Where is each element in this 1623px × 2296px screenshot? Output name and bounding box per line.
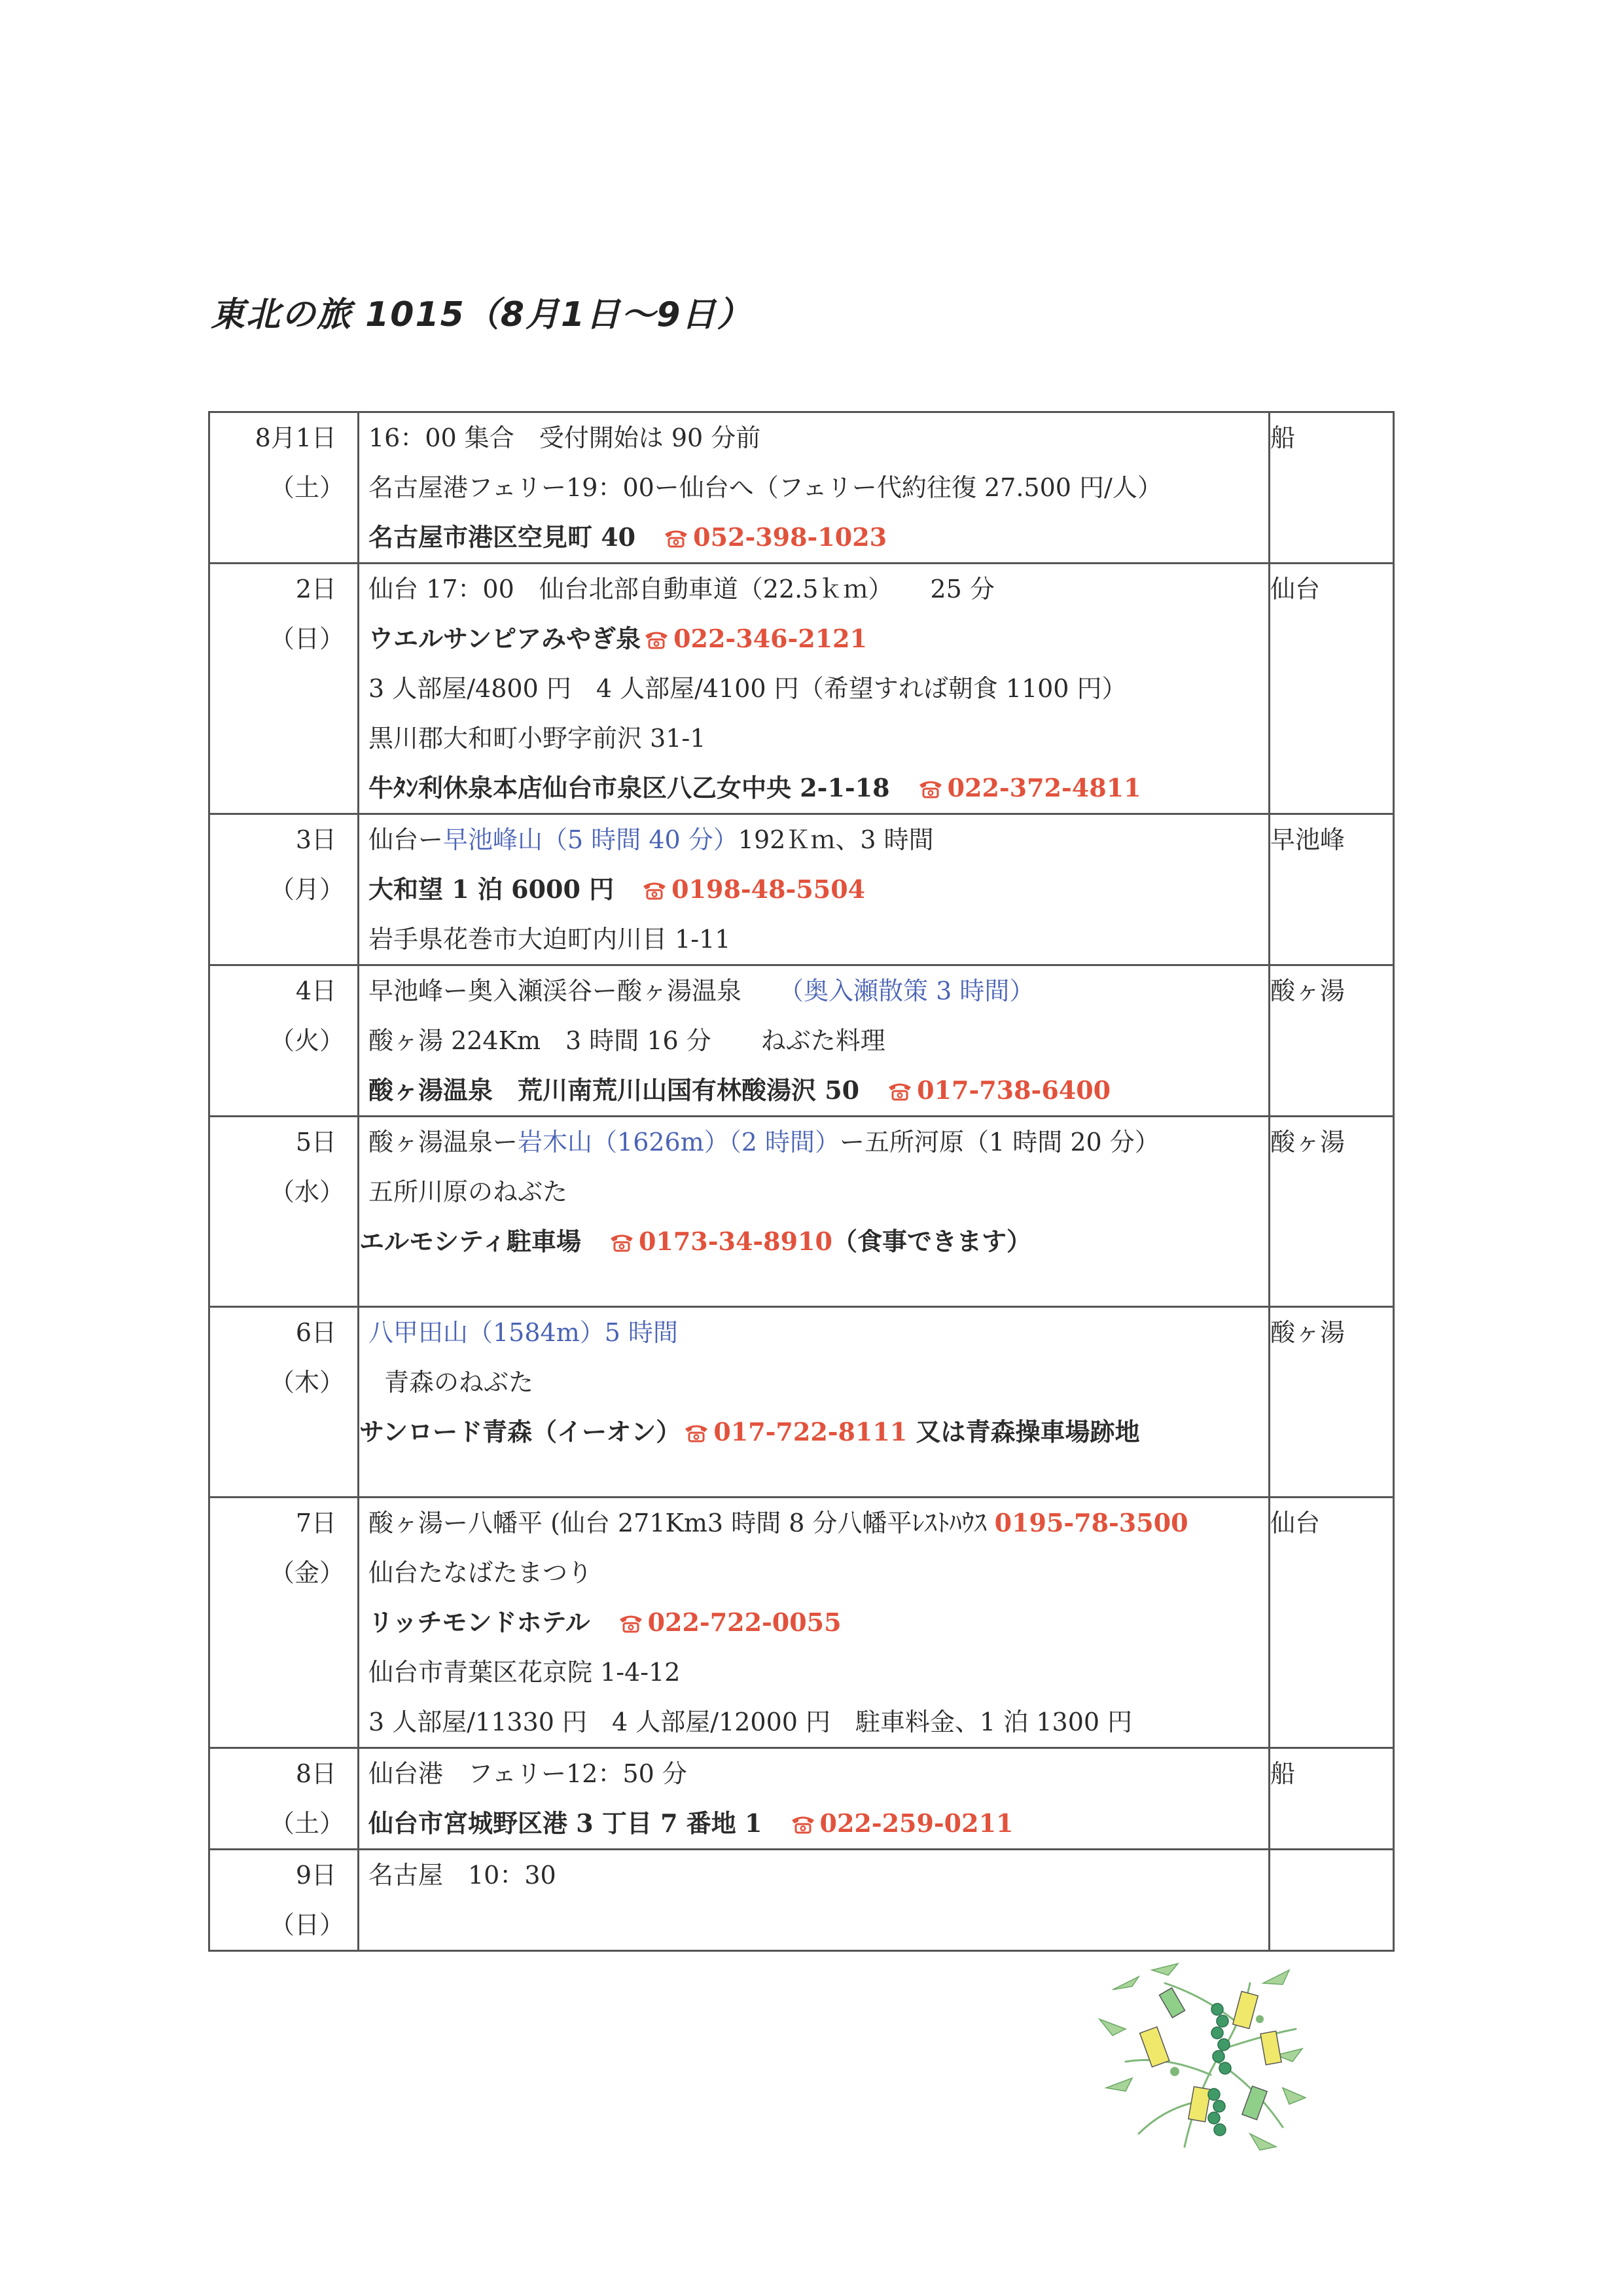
plan-line: 3 人部屋/4800 円 4 人部屋/4100 円（希望すれば朝食 1100 円） <box>368 674 1127 703</box>
address: 酸ヶ湯温泉 荒川南荒川山国有林酸湯沢 50 <box>368 1075 860 1105</box>
plan-line <box>359 815 1268 865</box>
address: 仙台市宮城野区港 3 丁目 7 番地 1 <box>368 1808 762 1838</box>
plan-line <box>359 1217 1268 1266</box>
plan-line <box>359 1066 1268 1115</box>
table-row <box>209 814 1394 965</box>
day-weekday: （日） <box>269 1910 344 1939</box>
lodging-cell: 仙台 <box>1270 564 1394 814</box>
lodging-cell: 酸ヶ湯 <box>1270 965 1394 1117</box>
highlight-text: 早池峰山（5 時間 40 分） <box>443 825 738 854</box>
day-weekday: （土） <box>269 473 344 502</box>
telephone-icon <box>918 779 944 798</box>
plan-line: 青森のねぶた <box>384 1368 534 1397</box>
plan-line <box>359 865 1268 914</box>
plan-line: 五所川原のねぶた <box>368 1177 568 1206</box>
plan-line: 仙台港 フェリー12：50 分 <box>368 1759 687 1788</box>
telephone-icon <box>790 1814 816 1834</box>
day-date: 5日 <box>295 1128 336 1157</box>
table-row <box>209 1498 1394 1748</box>
plan-line: 岩手県花巻市大迫町内川目 1-11 <box>368 925 731 954</box>
plan-line <box>359 614 1268 664</box>
address: 名古屋市港区空見町 40 <box>368 522 636 552</box>
date-cell <box>209 412 359 564</box>
hotel-name: 大和望 1 泊 6000 円 <box>368 874 615 904</box>
telephone-icon <box>643 630 669 649</box>
tanabata-bamboo-illustration <box>1086 1957 1309 2153</box>
telephone-icon <box>641 880 668 900</box>
plan-cell <box>359 1117 1270 1307</box>
plan-line: 3 人部屋/11330 円 4 人部屋/12000 円 駐車料金、1 泊 1300 円 <box>368 1708 1133 1736</box>
plan-line: 八甲田山（1584m）5 時間 <box>368 1318 678 1347</box>
date-cell <box>209 814 359 965</box>
day-weekday: （月） <box>269 875 344 904</box>
phone-number: 017-738-6400 <box>917 1075 1111 1105</box>
lodging-cell: 酸ヶ湯 <box>1270 1117 1394 1307</box>
date-cell <box>209 1498 359 1748</box>
lodging-cell: 仙台 <box>1270 1498 1394 1748</box>
day-date: 9日 <box>295 1861 336 1890</box>
date-cell <box>209 564 359 814</box>
table-row <box>209 1850 1394 1951</box>
day-weekday: （火） <box>269 1026 344 1055</box>
table-row <box>209 1748 1394 1850</box>
day-weekday: （土） <box>269 1809 344 1838</box>
phone-number: 022-259-0211 <box>819 1808 1014 1838</box>
day-weekday: （金） <box>269 1558 344 1587</box>
phone-number: 052-398-1023 <box>693 522 887 552</box>
plan-line <box>359 1598 1268 1647</box>
phone-number: 017-722-8111 <box>713 1417 908 1446</box>
date-cell <box>209 1748 359 1850</box>
note: （食事できます） <box>832 1227 1031 1256</box>
telephone-icon <box>887 1081 913 1101</box>
plan-line <box>359 966 1268 1016</box>
lodging-cell: 早池峰 <box>1270 814 1394 965</box>
phone-number: 0198-48-5504 <box>671 874 866 904</box>
day-date: 2日 <box>295 575 336 603</box>
restaurant: 牛ﾀﾝ利休泉本店仙台市泉区八乙女中央 2-1-18 <box>368 773 890 802</box>
plan-line: 名古屋港フェリー19：00ー仙台へ（フェリー代約往復 27.500 円/人） <box>368 473 1162 502</box>
route-text: 仙台ー <box>368 825 444 854</box>
day-date: 4日 <box>295 977 336 1005</box>
date-cell <box>209 965 359 1117</box>
route-text: 192Ｋｍ、3 時間 <box>738 825 934 854</box>
phone-number: 022-346-2121 <box>673 624 868 653</box>
hotel-name: ウエルサンピアみやぎ泉 <box>368 624 641 653</box>
plan-line: 仙台市青葉区花京院 1-4-12 <box>368 1658 681 1687</box>
day-weekday: （水） <box>269 1177 344 1206</box>
plan-line <box>359 1498 1268 1548</box>
lodging-cell <box>1270 1850 1394 1951</box>
hotel-name: リッチモンドホテル <box>368 1607 590 1637</box>
plan-line: 仙台たなばたまつり <box>368 1558 593 1587</box>
plan-cell <box>359 965 1270 1117</box>
plan-cell <box>359 412 1270 564</box>
plan-cell <box>359 564 1270 814</box>
phone-number: 022-722-0055 <box>647 1607 842 1637</box>
parking: サンロード青森（イーオン） <box>359 1417 681 1446</box>
telephone-icon <box>663 528 689 548</box>
table-row <box>209 412 1394 564</box>
phone-number: 022-372-4811 <box>947 773 1141 802</box>
table-row <box>209 564 1394 814</box>
plan-cell <box>359 1498 1270 1748</box>
lodging-cell: 船 <box>1270 1748 1394 1850</box>
plan-line: 黒川郡大和町小野字前沢 31-1 <box>368 724 706 753</box>
route-text: 酸ヶ湯ー八幡平 (仙台 271Km3 時間 8 分八幡平ﾚｽﾄﾊｳｽ <box>368 1509 987 1537</box>
plan-cell <box>359 814 1270 965</box>
plan-cell <box>359 1307 1270 1498</box>
day-date: 3日 <box>295 825 336 854</box>
telephone-icon <box>618 1613 644 1633</box>
day-date: 8月1日 <box>255 423 336 452</box>
route-text: ー五所河原（1 時間 20 分） <box>840 1128 1160 1157</box>
parking: エルモシティ駐車場 <box>359 1227 581 1256</box>
lodging-cell: 酸ヶ湯 <box>1270 1307 1394 1498</box>
day-weekday: （木） <box>269 1368 344 1397</box>
plan-line <box>359 1117 1268 1167</box>
plan-cell <box>359 1748 1270 1850</box>
date-cell <box>209 1850 359 1951</box>
day-weekday: （日） <box>269 624 344 653</box>
day-date: 8日 <box>295 1759 336 1788</box>
table-row <box>209 965 1394 1117</box>
day-date: 6日 <box>295 1318 336 1347</box>
date-cell <box>209 1307 359 1498</box>
highlight-text: （奥入瀬散策 3 時間） <box>791 977 1035 1005</box>
plan-line: 16：00 集合 受付開始は 90 分前 <box>368 423 761 452</box>
plan-line: 酸ヶ湯 224Km 3 時間 16 分 ねぶた料理 <box>368 1026 885 1055</box>
itinerary-table <box>208 411 1395 1952</box>
table-row <box>209 1117 1394 1307</box>
telephone-icon <box>609 1232 635 1252</box>
route-text: 早池峰ー奥入瀬渓谷ー酸ヶ湯温泉 <box>368 977 742 1005</box>
phone-number: 0195-78-3500 <box>994 1508 1188 1537</box>
page-title: 東北の旅 1015（8月1日〜9日） <box>211 295 753 334</box>
plan-line: 名古屋 10：30 <box>368 1861 556 1890</box>
plan-cell <box>359 1850 1270 1951</box>
plan-line <box>359 1799 1268 1848</box>
table-row <box>209 1307 1394 1498</box>
note: 又は青森操車場跡地 <box>916 1417 1140 1446</box>
plan-line <box>359 512 1268 562</box>
lodging-cell: 船 <box>1270 412 1394 564</box>
highlight-text: 岩木山（1626m）（2 時間） <box>518 1128 840 1157</box>
route-text: 酸ヶ湯温泉ー <box>368 1128 518 1157</box>
telephone-icon <box>683 1423 709 1443</box>
date-cell <box>209 1117 359 1307</box>
plan-line <box>359 1407 1268 1457</box>
phone-number: 0173-34-8910 <box>638 1227 832 1256</box>
plan-line: 仙台 17：00 仙台北部自動車道（22.5ｋｍ） 25 分 <box>368 575 995 603</box>
plan-line <box>359 763 1268 813</box>
day-date: 7日 <box>295 1509 336 1537</box>
